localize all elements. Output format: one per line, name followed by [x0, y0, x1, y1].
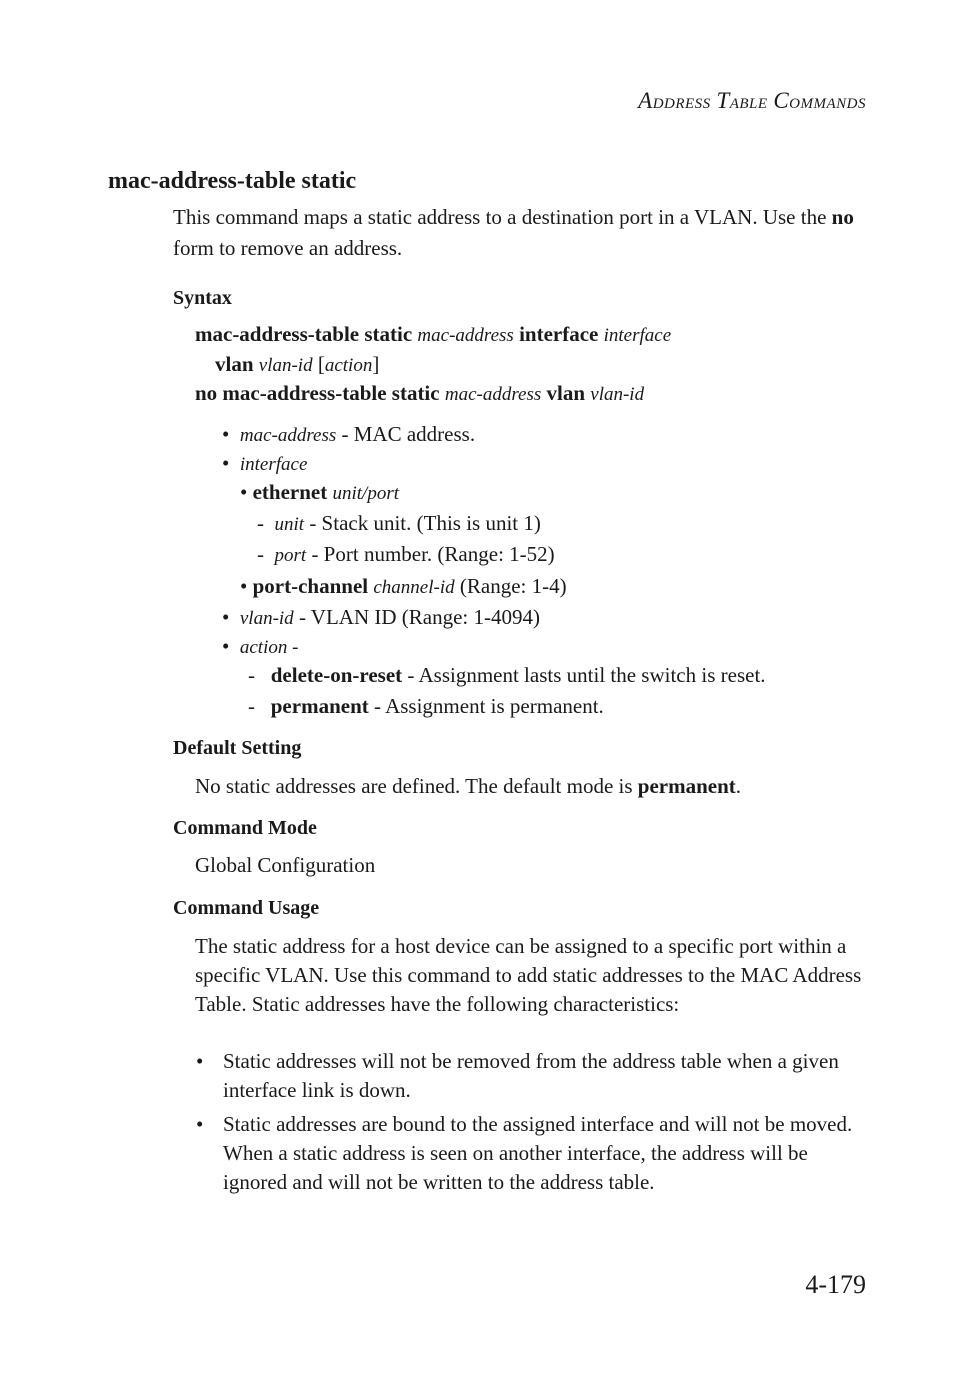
- syntax-heading: Syntax: [173, 287, 232, 309]
- syntax-line-2: vlan vlan-id [action]: [215, 352, 380, 376]
- page-number: 4-179: [805, 1270, 866, 1299]
- param-delete-on-reset: - delete-on-reset - Assignment lasts until the switch is reset.: [248, 663, 766, 687]
- command-usage-paragraph: The static address for a host device can be assigned to a specific port within a specific VLAN. Use this command to add static addresses to the MAC Address Table. Static addresses have the following characteristics:: [195, 934, 862, 1016]
- running-header: ADDRESS TABLE COMMANDS: [638, 88, 866, 113]
- intro-paragraph: This command maps a static address to a destination port in a VLAN. Use the no form to remove an address.: [173, 205, 854, 260]
- default-setting-text: No static addresses are defined. The default mode is permanent.: [195, 774, 742, 798]
- param-port-channel: • port-channel channel-id (Range: 1-4): [240, 574, 567, 598]
- syntax-line-1: mac-address-table static mac-address interface interface: [195, 322, 672, 346]
- section-title: mac-address-table static: [108, 168, 357, 194]
- usage-bullet-1: • Static addresses will not be removed from the address table when a given interface link is down.: [196, 1049, 839, 1102]
- param-unit: - unit - Stack unit. (This is unit 1): [257, 511, 541, 535]
- param-action: • action -: [222, 634, 299, 658]
- param-permanent: - permanent - Assignment is permanent.: [248, 694, 604, 718]
- command-mode-text: Global Configuration: [195, 853, 376, 877]
- param-interface: • interface: [222, 451, 308, 475]
- param-vlan-id: • vlan-id - VLAN ID (Range: 1-4094): [222, 605, 540, 629]
- param-ethernet: • ethernet unit/port: [240, 480, 400, 504]
- usage-bullet-2: • Static addresses are bound to the assigned interface and will not be moved. When a static address is seen on another interface, the address will be ignored and will not be written to the address table.: [196, 1112, 853, 1194]
- param-mac-address: • mac-address - MAC address.: [222, 422, 476, 446]
- param-port: - port - Port number. (Range: 1-52): [257, 542, 555, 566]
- command-usage-heading: Command Usage: [173, 897, 320, 919]
- syntax-line-3: no mac-address-table static mac-address vlan vlan-id: [195, 381, 645, 405]
- default-setting-heading: Default Setting: [173, 737, 302, 759]
- command-mode-heading: Command Mode: [173, 817, 317, 839]
